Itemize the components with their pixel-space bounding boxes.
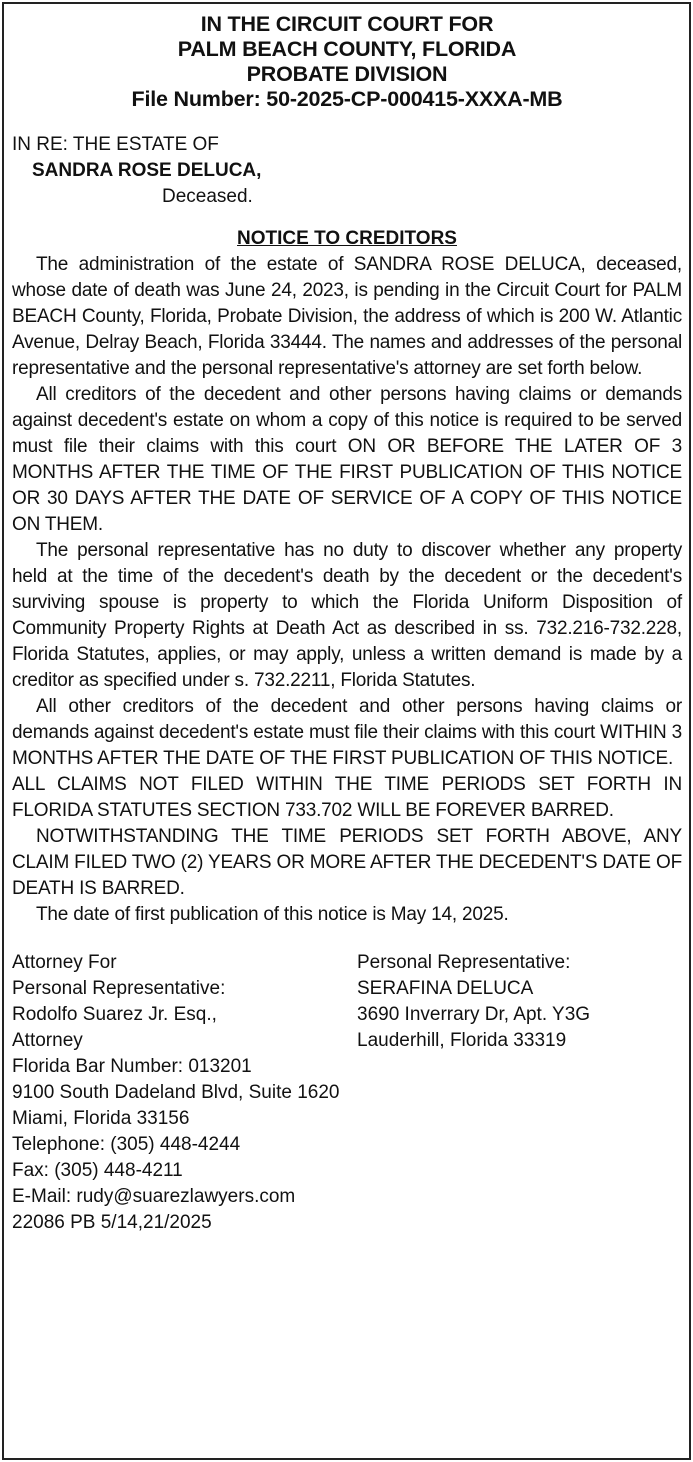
decedent-name: SANDRA ROSE DELUCA, — [32, 160, 262, 181]
in-re-line: IN RE: THE ESTATE OF — [12, 134, 219, 155]
notice-body — [12, 252, 682, 928]
file-number: File Number: 50-2025-CP-000415-XXXA-MB — [131, 87, 563, 111]
paragraph-notwithstanding: NOTWITHSTANDING THE TIME PERIODS SET FORTH ABOVE, ANY CLAIM FILED TWO (2) YEARS OR MORE AFTER THE DECEDENT'S DATE OF DEATH IS BARRED. — [12, 826, 682, 899]
attorney-address-1: 9100 South Dadeland Blvd, Suite 1620 — [12, 1082, 340, 1103]
representative-name: SERAFINA DELUCA — [357, 978, 534, 999]
court-line-1: IN THE CIRCUIT COURT FOR — [200, 12, 494, 36]
attorney-address-2: Miami, Florida 33156 — [12, 1108, 190, 1129]
attorney-name: Rodolfo Suarez Jr. Esq., — [12, 1004, 217, 1025]
representative-address-1: 3690 Inverrary Dr, Apt. Y3G — [357, 1004, 591, 1025]
notice-title: NOTICE TO CREDITORS — [237, 228, 457, 249]
representative-address-2: Lauderhill, Florida 33319 — [357, 1030, 567, 1051]
attorney-fax: Fax: (305) 448-4211 — [12, 1160, 183, 1181]
court-header — [12, 12, 682, 112]
attorney-heading-1: Attorney For — [12, 952, 117, 973]
court-line-2: PALM BEACH COUNTY, FLORIDA — [177, 37, 517, 61]
paragraph-creditors-deadline: All creditors of the decedent and other persons having claims or demands against decedent's estate on whom a copy of this notice is required to be served must file their claims with this court ON OR BEFORE THE LATER OF 3 MONTHS AFTER THE TIME OF THE FIRST PUBLICATION OF THIS NOTICE OR 30 DAYS AFTER THE DATE OF SERVICE OF A COPY OF THIS NOTICE ON THEM. — [12, 384, 682, 535]
attorney-telephone: Telephone: (305) 448-4244 — [12, 1134, 241, 1155]
bar-number: Florida Bar Number: 013201 — [12, 1056, 252, 1077]
paragraph-administration: The administration of the estate of SANDRA ROSE DELUCA, deceased, whose date of death was June 24, 2023, is pending in the Circuit Court for PALM BEACH County, Florida, Probate Division, the address of which is 200 W. Atlantic Avenue, Delray Beach, Florida 33444. The names and addresses of the personal representative and the personal representative's attorney are set forth below. — [12, 254, 682, 379]
court-line-3: PROBATE DIVISION — [246, 62, 448, 86]
paragraph-claims-barred: ALL CLAIMS NOT FILED WITHIN THE TIME PERIODS SET FORTH IN FLORIDA STATUTES SECTION 733.702 WILL BE FOREVER BARRED. — [12, 774, 682, 821]
case-caption — [12, 132, 682, 210]
deceased-label: Deceased. — [162, 186, 253, 207]
representative-block — [357, 950, 682, 1236]
paragraph-publication-date: The date of first publication of this notice is May 14, 2025. — [36, 904, 509, 925]
legal-notice — [12, 12, 682, 1236]
attorney-email: E-Mail: rudy@suarezlawyers.com — [12, 1186, 296, 1207]
ad-code: 22086 PB 5/14,21/2025 — [12, 1212, 212, 1233]
representative-heading: Personal Representative: — [357, 952, 571, 973]
attorney-block — [12, 950, 357, 1236]
signature-block — [12, 950, 682, 1236]
paragraph-other-creditors: All other creditors of the decedent and other persons having claims or demands against decedent's estate must file their claims with this court WITHIN 3 MONTHS AFTER THE DATE OF THE FIRST PUBLICATION OF THIS NOTICE. — [12, 696, 682, 769]
attorney-role: Attorney — [12, 1030, 83, 1051]
attorney-heading-2: Personal Representative: — [12, 978, 226, 999]
paragraph-community-property: The personal representative has no duty to discover whether any property held at the time of the decedent's death by the decedent or the decedent's surviving spouse is property to which the Florida Uniform Disposition of Community Property Rights at Death Act as described in ss. 732.216-732.228, Florida Statutes, applies, or may apply, unless a written demand is made by a creditor as specified under s. 732.2211, Florida Statutes. — [12, 540, 682, 691]
